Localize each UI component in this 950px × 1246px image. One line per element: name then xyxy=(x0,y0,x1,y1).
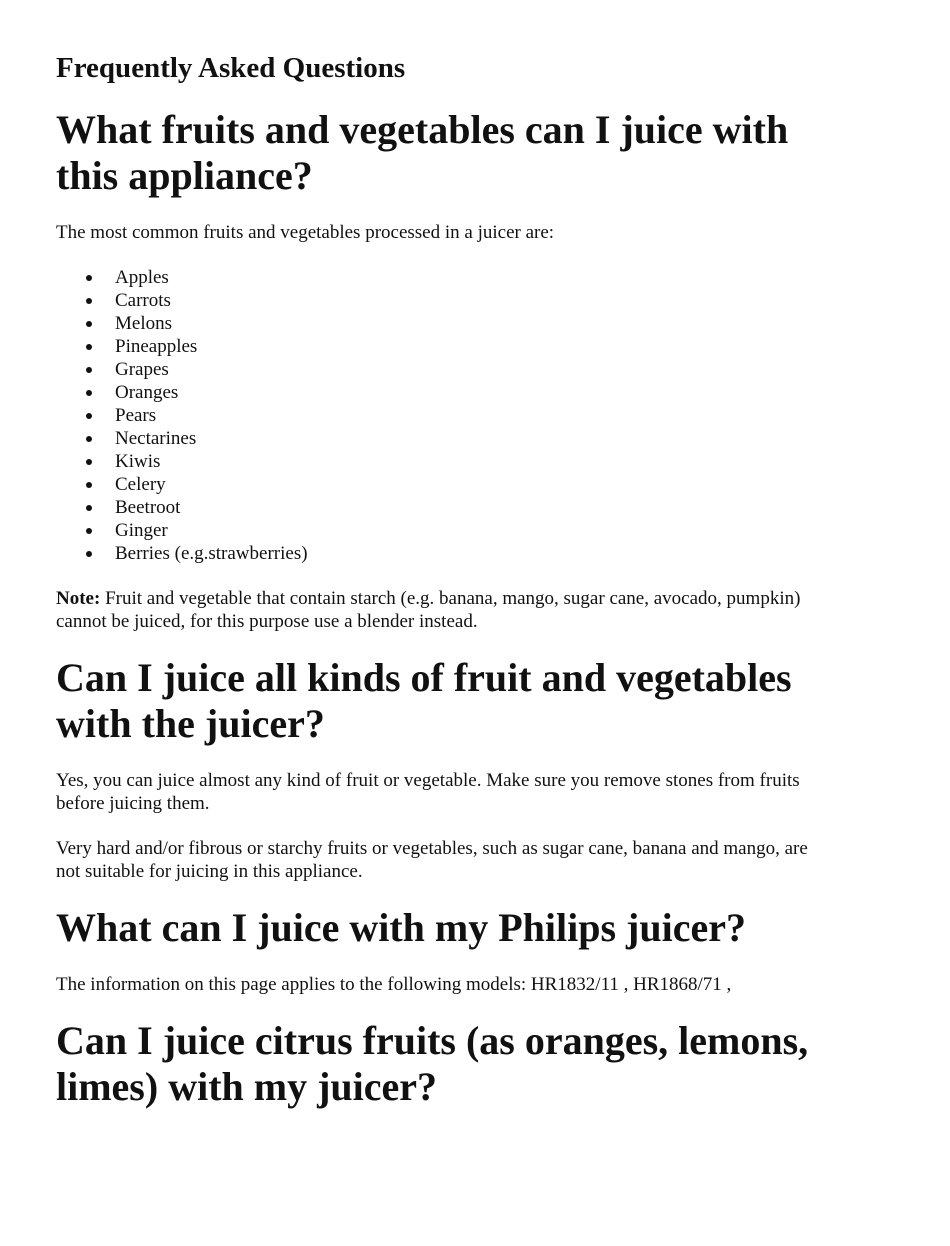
list-item xyxy=(56,496,894,519)
list-item-label: Pears xyxy=(115,405,157,427)
list-item xyxy=(56,427,894,450)
list-item-label: Carrots xyxy=(115,290,171,312)
bullet-icon xyxy=(86,275,92,281)
bullet-icon xyxy=(86,298,92,304)
bullet-icon xyxy=(86,528,92,534)
list-item-label: Melons xyxy=(115,313,172,335)
answer-paragraph: The information on this page applies to the following models: HR1832/11 , HR1868/71 , xyxy=(56,974,732,996)
list-item-label: Kiwis xyxy=(115,451,161,473)
list-item xyxy=(56,289,894,312)
note-paragraph xyxy=(56,587,826,633)
question-heading: What fruits and vegetables can I juice with this appliance? xyxy=(56,107,789,199)
fruit-vegetable-list xyxy=(56,266,894,565)
bullet-icon xyxy=(86,551,92,557)
bullet-icon xyxy=(86,505,92,511)
list-item xyxy=(56,404,894,427)
note-label: Note: xyxy=(56,588,101,610)
list-item xyxy=(56,335,894,358)
list-item-label: Berries (e.g.strawberries) xyxy=(115,543,308,565)
bullet-icon xyxy=(86,459,92,465)
answer-paragraph: Yes, you can juice almost any kind of fruit or vegetable. Make sure you remove stones from fruits before juicing them. xyxy=(56,770,800,815)
list-item xyxy=(56,266,894,289)
section-intro: The most common fruits and vegetables processed in a juicer are: xyxy=(56,222,555,244)
bullet-icon xyxy=(86,436,92,442)
list-item xyxy=(56,519,894,542)
list-item xyxy=(56,358,894,381)
page-title: Frequently Asked Questions xyxy=(56,52,406,84)
list-item-label: Grapes xyxy=(115,359,169,381)
list-item-label: Pineapples xyxy=(115,336,198,358)
bullet-icon xyxy=(86,344,92,350)
list-item xyxy=(56,450,894,473)
list-item-label: Apples xyxy=(115,267,169,289)
question-heading: Can I juice all kinds of fruit and vegetables with the juicer? xyxy=(56,655,792,747)
bullet-icon xyxy=(86,390,92,396)
question-heading: What can I juice with my Philips juicer? xyxy=(56,905,746,951)
note-text: Fruit and vegetable that contain starch (e.g. banana, mango, sugar cane, avocado, pumpkin) cannot be juiced, for this purpose use a blender instead. xyxy=(56,588,801,633)
list-item xyxy=(56,381,894,404)
list-item-label: Celery xyxy=(115,474,166,496)
answer-paragraph: Very hard and/or fibrous or starchy fruits or vegetables, such as sugar cane, banana and mango, are not suitable for juicing in this appliance. xyxy=(56,838,808,883)
list-item xyxy=(56,473,894,496)
list-item-label: Oranges xyxy=(115,382,179,404)
list-item-label: Ginger xyxy=(115,520,168,542)
list-item-label: Nectarines xyxy=(115,428,197,450)
list-item xyxy=(56,312,894,335)
list-item-label: Beetroot xyxy=(115,497,181,519)
question-heading: Can I juice citrus fruits (as oranges, lemons, limes) with my juicer? xyxy=(56,1018,809,1110)
bullet-icon xyxy=(86,367,92,373)
bullet-icon xyxy=(86,321,92,327)
bullet-icon xyxy=(86,413,92,419)
bullet-icon xyxy=(86,482,92,488)
list-item xyxy=(56,542,894,565)
